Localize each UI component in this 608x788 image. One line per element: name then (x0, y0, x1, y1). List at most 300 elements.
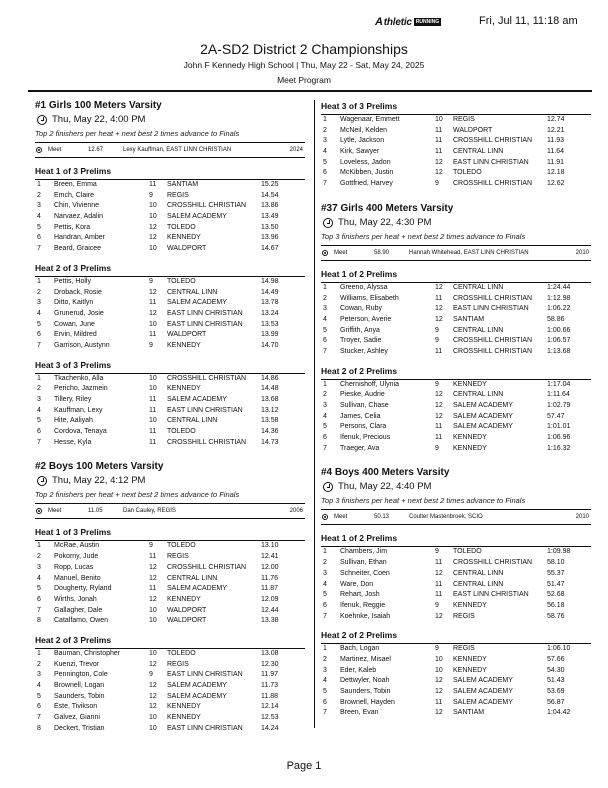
clock-icon (37, 476, 47, 486)
heat-title: Heat 1 of 2 Prelims (321, 531, 591, 547)
athlete-name: Beard, Graicee (54, 245, 102, 253)
entry-row (35, 320, 305, 331)
entry-row (321, 444, 591, 455)
entry-row (35, 649, 305, 660)
column-divider (314, 100, 315, 728)
athlete-name: Traeger, Ava (340, 444, 380, 452)
record-icon (322, 514, 328, 520)
athlete-grade: 12 (435, 305, 443, 313)
lane-number: 2 (323, 126, 327, 134)
school-name: REGIS (453, 116, 475, 123)
lane-number: 6 (323, 698, 327, 706)
athlete-grade: 9 (435, 548, 439, 556)
entry-row (321, 666, 591, 677)
lane-number: 6 (37, 703, 41, 711)
event-spacer (321, 454, 591, 466)
event-title: #37 Girls 400 Meters Varsity (321, 202, 454, 214)
lane-number: 1 (323, 645, 327, 653)
lane-number: 1 (37, 181, 41, 188)
entry-row (35, 298, 305, 309)
athlete-name: McNeil, Kelden (340, 126, 388, 134)
school-name: EAST LINN CHRISTIAN (167, 406, 243, 414)
lane-number: 6 (37, 428, 41, 436)
lane-number: 2 (323, 391, 327, 399)
athlete-name: Breen, Evan (340, 709, 379, 717)
seed-mark: 11.91 (547, 158, 564, 166)
entry-row (35, 692, 305, 703)
left-column (35, 99, 305, 734)
lane-number: 8 (37, 617, 41, 625)
athlete-name: Schneiter, Coen (340, 569, 390, 577)
logo-sub: RUNNING (415, 19, 440, 25)
athlete-grade: 9 (435, 326, 439, 334)
seed-mark: 1:04.42 (547, 709, 571, 717)
seed-mark: 14.49 (261, 288, 279, 296)
athlete-name: James, Celia (340, 412, 381, 420)
lane-number: 4 (37, 406, 41, 414)
seed-mark: 58.76 (547, 612, 565, 620)
event-time-text: Thu, May 22, 4:00 PM (52, 114, 146, 125)
school-name: KENNEDY (167, 341, 201, 349)
school-name: EAST LINN CHRISTIAN (453, 591, 529, 599)
lane-number: 7 (323, 444, 327, 452)
lane-number: 2 (37, 191, 41, 199)
athlete-grade: 9 (149, 277, 153, 285)
school-name: CENTRAL LINN (453, 569, 504, 577)
event-time (321, 216, 591, 230)
athlete-name: Deckert, Tristian (54, 724, 105, 732)
entry-row (321, 380, 591, 391)
entry-row (321, 336, 591, 347)
school-name: SANTIAM (167, 181, 199, 188)
lane-number: 6 (323, 169, 327, 177)
lane-number: 3 (37, 299, 41, 307)
entry-row (35, 670, 305, 681)
school-name: CROSSHILL CHRISTIAN (453, 294, 533, 302)
athlete-name: Pokorny, Jude (54, 553, 99, 561)
clock-icon (37, 115, 47, 125)
athlete-grade: 12 (149, 309, 157, 317)
athlete-grade: 11 (149, 428, 157, 436)
entry-row (321, 304, 591, 315)
athlete-name: Tkachenko, Alla (54, 374, 104, 382)
seed-mark: 13.08 (261, 649, 279, 657)
school-name: CROSSHILL CHRISTIAN (453, 180, 533, 188)
athlete-grade: 12 (435, 391, 443, 399)
entry-row (35, 244, 305, 255)
seed-mark: 1:00.66 (547, 326, 571, 334)
seed-mark: 14.48 (261, 385, 279, 393)
athlete-grade: 11 (435, 347, 443, 355)
lane-number: 8 (37, 724, 41, 732)
school-name: REGIS (453, 645, 475, 653)
event-time (35, 474, 305, 488)
athlete-grade: 12 (435, 169, 443, 177)
athlete-name: Rehart, Josh (340, 591, 380, 599)
heat-title: Heat 2 of 3 Prelims (35, 633, 305, 649)
school-name: KENNEDY (453, 666, 487, 674)
seed-mark: 14.36 (261, 428, 279, 436)
school-name: TOLEDO (167, 223, 196, 231)
seed-mark: 1:16.32 (547, 444, 571, 452)
school-name: WALDPORT (167, 331, 207, 339)
event-time-text: Thu, May 22, 4:40 PM (338, 481, 432, 493)
entry-row (321, 422, 591, 433)
athlete-grade: 9 (435, 444, 439, 452)
event-block (35, 448, 305, 734)
school-name: TOLEDO (453, 548, 482, 556)
entry-row (35, 406, 305, 417)
lane-number: 5 (323, 688, 327, 695)
event-time (35, 113, 305, 127)
athlete-name: Catalfamo, Owen (54, 617, 109, 625)
seed-mark: 13.50 (261, 223, 279, 231)
heat-title: Heat 3 of 3 Prelims (321, 99, 591, 115)
seed-mark: 14.67 (261, 245, 279, 253)
school-name: TOLEDO (167, 428, 196, 436)
seed-mark: 1:02.79 (547, 402, 571, 409)
seed-mark: 11.76 (261, 574, 278, 582)
athlete-grade: 10 (149, 724, 157, 732)
athlete-grade: 9 (149, 542, 153, 550)
meet-record (321, 245, 591, 261)
athlete-grade: 11 (435, 559, 443, 567)
lane-number: 6 (37, 234, 41, 242)
school-name: SALEM ACADEMY (453, 412, 513, 420)
entry-row (321, 698, 591, 709)
entry-row (321, 412, 591, 423)
athlete-name: Kauffman, Lexy (54, 406, 103, 414)
athlete-name: Pieske, Audrie (340, 391, 385, 399)
athlete-grade: 11 (149, 396, 157, 403)
lane-number: 1 (37, 374, 41, 382)
athlete-name: Saunders, Tobin (54, 692, 105, 700)
header-rule (28, 90, 592, 92)
advancement-rule: Top 2 finishers per heat + next best 2 times advance to Finals (35, 490, 240, 500)
athlete-name: Lytle, Jackson (340, 137, 385, 145)
seed-mark: 12.53 (261, 714, 279, 722)
entry-row (35, 277, 305, 288)
record-holder: Coulter Mastenbroek, SCIO (409, 514, 483, 521)
athlete-grade: 10 (149, 320, 157, 328)
record-year: 2010 (575, 249, 589, 256)
entry-row (321, 401, 591, 412)
event-spacer (35, 448, 305, 460)
athlete-name: Ervin, Mildred (54, 331, 97, 339)
athlete-name: Kuenzi, Trevor (54, 660, 100, 668)
athlete-grade: 10 (435, 116, 443, 123)
school-name: KENNEDY (453, 444, 487, 452)
athlete-grade: 12 (435, 158, 443, 166)
athlete-grade: 11 (435, 423, 443, 431)
entry-row (35, 416, 305, 427)
athlete-grade: 12 (149, 223, 157, 231)
athlete-grade: 12 (435, 709, 443, 717)
seed-mark: 54.30 (547, 666, 565, 674)
entry-row (35, 427, 305, 438)
athlete-grade: 9 (435, 601, 439, 609)
athlete-grade: 11 (435, 137, 443, 145)
seed-mark: 1:06.10 (547, 645, 571, 653)
seed-mark: 56.18 (547, 601, 565, 609)
school-name: CROSSHILL CHRISTIAN (167, 202, 247, 210)
page-number: Page 1 (286, 760, 322, 772)
school-name: CENTRAL LINN (453, 148, 504, 156)
athlete-name: Gottfried, Harvey (340, 180, 393, 188)
athlete-name: Emch, Claire (54, 191, 95, 199)
athlete-name: Troyer, Sadie (340, 337, 382, 345)
logo-mark: A (375, 16, 383, 28)
athlete-grade: 11 (149, 299, 157, 307)
lane-number: 5 (323, 158, 327, 166)
seed-mark: 57.66 (547, 655, 565, 663)
athlete-name: Droback, Rosie (54, 288, 102, 296)
entry-row (35, 563, 305, 574)
seed-mark: 51.47 (547, 580, 565, 588)
athlete-name: Brownell, Hayden (340, 698, 395, 706)
clock-icon (323, 482, 333, 492)
school-name: SALEM ACADEMY (167, 682, 227, 689)
athlete-grade: 10 (149, 374, 157, 382)
seed-mark: 13.78 (261, 299, 279, 307)
event-block (321, 454, 591, 719)
seed-mark: 1:11.64 (547, 391, 570, 399)
athlete-grade: 12 (149, 234, 157, 242)
school-name: CENTRAL LINN (453, 283, 504, 291)
athlete-grade: 12 (435, 677, 443, 685)
athlete-name: Pericho, Jazmein (54, 385, 108, 393)
seed-mark: 12.44 (261, 606, 279, 614)
athlete-grade: 10 (149, 202, 157, 210)
meet-record (35, 503, 305, 519)
athlete-grade: 11 (435, 580, 443, 588)
school-name: WALDPORT (167, 617, 207, 625)
record-icon (322, 250, 328, 256)
athlete-name: Ropp, Lucas (54, 563, 94, 571)
lane-number: 4 (323, 148, 327, 156)
advancement-rule: Top 2 finishers per heat + next best 2 times advance to Finals (35, 129, 240, 138)
school-name: KENNEDY (167, 385, 201, 393)
athlete-name: Este, Tivikson (54, 703, 98, 711)
athlete-name: Cordova, Tenaya (54, 428, 107, 436)
event-spacer (321, 190, 591, 202)
athlete-grade: 11 (149, 406, 157, 414)
seed-mark: 12.74 (547, 116, 565, 123)
school-name: KENNEDY (453, 434, 487, 442)
seed-mark: 15.25 (261, 181, 279, 188)
seed-mark: 13.53 (261, 320, 279, 328)
seed-mark: 13.68 (261, 396, 279, 403)
entry-row (35, 606, 305, 617)
athlete-name: Cowan, Ruby (340, 305, 383, 313)
seed-mark: 14.70 (261, 341, 279, 349)
record-year: 2024 (289, 147, 303, 153)
athlete-name: Narvaez, Adalin (54, 213, 104, 221)
athlete-grade: 9 (435, 645, 439, 653)
entry-row (321, 158, 591, 169)
athlete-grade: 12 (435, 315, 443, 323)
entry-row (35, 288, 305, 299)
athlete-grade: 9 (149, 341, 153, 349)
athlete-name: Brownell, Logan (54, 682, 105, 689)
print-datetime: Fri, Jul 11, 11:18 am (479, 15, 578, 27)
meet-record (35, 142, 305, 158)
lane-number: 7 (323, 612, 327, 620)
seed-mark: 12.30 (261, 660, 279, 668)
entry-row (35, 384, 305, 395)
athlete-grade: 9 (435, 380, 439, 388)
school-name: REGIS (167, 660, 189, 668)
athlete-name: Hite, Aaliyah (54, 417, 93, 425)
school-name: WALDPORT (453, 126, 493, 134)
school-name: SALEM ACADEMY (453, 677, 513, 685)
seed-mark: 12.21 (547, 126, 565, 134)
entry-row (35, 713, 305, 724)
event-title: #1 Girls 100 Meters Varsity (35, 100, 162, 111)
lane-number: 7 (37, 245, 41, 253)
athlete-grade: 12 (149, 660, 157, 668)
seed-mark: 13.99 (261, 331, 279, 339)
lane-number: 3 (323, 137, 327, 145)
entry-row (321, 708, 591, 719)
school-name: KENNEDY (453, 601, 487, 609)
school-name: WALDPORT (167, 245, 207, 253)
lane-number: 1 (37, 277, 41, 285)
school-name: REGIS (167, 553, 189, 561)
event-time (321, 480, 591, 494)
athlete-name: Handran, Amber (54, 234, 105, 242)
seed-mark: 13.38 (261, 617, 279, 625)
lane-number: 7 (323, 180, 327, 188)
seed-mark: 14.24 (261, 724, 279, 732)
entry-row (35, 595, 305, 606)
athlete-grade: 11 (149, 181, 157, 188)
athlete-grade: 12 (149, 595, 157, 603)
athlete-name: Hesse, Kyla (54, 438, 92, 446)
school-name: CROSSHILL CHRISTIAN (167, 438, 247, 446)
record-icon (36, 508, 42, 514)
seed-mark: 1:17.04 (547, 380, 571, 388)
school-name: SALEM ACADEMY (167, 299, 227, 307)
seed-mark: 1:09.98 (547, 548, 571, 556)
entry-row (35, 574, 305, 585)
seed-mark: 11.87 (261, 585, 278, 593)
record-label: Meet (334, 514, 348, 521)
clock-icon (323, 218, 333, 228)
athlete-grade: 12 (435, 402, 443, 409)
entry-row (35, 341, 305, 352)
entry-row (35, 201, 305, 212)
athlete-grade: 12 (149, 682, 157, 689)
seed-mark: 11.97 (261, 671, 278, 679)
seed-mark: 12.14 (261, 703, 279, 711)
athlete-grade: 11 (149, 553, 157, 561)
athlete-name: Sullivan, Ethan (340, 559, 387, 567)
record-icon (36, 147, 42, 153)
event-block (35, 99, 305, 448)
athlete-name: McKibben, Justin (340, 169, 394, 177)
athlete-grade: 11 (435, 294, 443, 302)
lane-number: 1 (323, 283, 327, 291)
entry-row (321, 433, 591, 444)
entry-row (35, 681, 305, 692)
school-name: EAST LINN CHRISTIAN (167, 320, 243, 328)
lane-number: 5 (37, 417, 41, 425)
lane-number: 4 (323, 412, 327, 420)
entry-row (35, 584, 305, 595)
school-name: WALDPORT (167, 606, 207, 614)
heat-title: Heat 1 of 2 Prelims (321, 267, 591, 283)
heat-title: Heat 2 of 2 Prelims (321, 628, 591, 644)
school-name: REGIS (167, 191, 189, 199)
heat-title: Heat 1 of 3 Prelims (35, 525, 305, 541)
lane-number: 3 (323, 305, 327, 313)
athlete-grade: 10 (149, 649, 157, 657)
athlete-name: Tillery, Riley (54, 396, 92, 403)
school-name: SALEM ACADEMY (167, 585, 227, 593)
lane-number: 1 (323, 548, 327, 556)
lane-number: 4 (37, 682, 41, 689)
seed-mark: 53.69 (547, 688, 565, 695)
athlete-name: Ifenuk, Precious (340, 434, 391, 442)
record-mark: 50.13 (374, 514, 390, 521)
entry-row (35, 212, 305, 223)
right-column (321, 99, 591, 719)
school-name: SALEM ACADEMY (453, 698, 513, 706)
school-name: SALEM ACADEMY (167, 692, 227, 700)
athlete-name: Griffith, Anya (340, 326, 380, 334)
seed-mark: 1:12.98 (547, 294, 571, 302)
school-name: CENTRAL LINN (453, 391, 504, 399)
school-name: CENTRAL LINN (167, 417, 218, 425)
entry-row (321, 315, 591, 326)
entry-row (35, 702, 305, 713)
lane-number: 3 (37, 396, 41, 403)
athlete-grade: 11 (435, 148, 443, 156)
athlete-name: Pettis, Kora (54, 223, 91, 231)
athlete-name: Pettis, Holly (54, 277, 91, 285)
school-name: EAST LINN CHRISTIAN (453, 305, 529, 313)
seed-mark: 12.18 (547, 169, 565, 177)
athlete-grade: 11 (149, 438, 157, 446)
lane-number: 4 (323, 580, 327, 588)
school-name: CENTRAL LINN (167, 288, 218, 296)
lane-number: 3 (323, 402, 327, 409)
athlete-name: Cowan, June (54, 320, 95, 328)
record-mark: 58.90 (374, 249, 390, 256)
athlete-grade: 10 (149, 385, 157, 393)
athlete-name: Dougherty, Ryland (54, 585, 112, 593)
lane-number: 4 (37, 213, 41, 221)
seed-mark: 58.10 (547, 559, 565, 567)
entry-row (35, 191, 305, 202)
lane-number: 6 (323, 434, 327, 442)
lane-number: 2 (37, 288, 41, 296)
athlete-grade: 10 (149, 617, 157, 625)
event-time-text: Thu, May 22, 4:12 PM (52, 475, 146, 487)
entry-row (321, 601, 591, 612)
athlete-name: Chambers, Jim (340, 548, 388, 556)
seed-mark: 13.24 (261, 309, 279, 317)
seed-mark: 57.47 (547, 412, 565, 420)
record-holder: Dan Cauley, REGIS (123, 508, 176, 515)
athlete-name: Grunerud, Josie (54, 309, 104, 317)
school-name: TOLEDO (167, 649, 196, 657)
school-name: KENNEDY (167, 714, 201, 722)
record-label: Meet (48, 147, 62, 153)
seed-mark: 1:06.57 (547, 337, 571, 345)
school-name: KENNEDY (167, 703, 201, 711)
